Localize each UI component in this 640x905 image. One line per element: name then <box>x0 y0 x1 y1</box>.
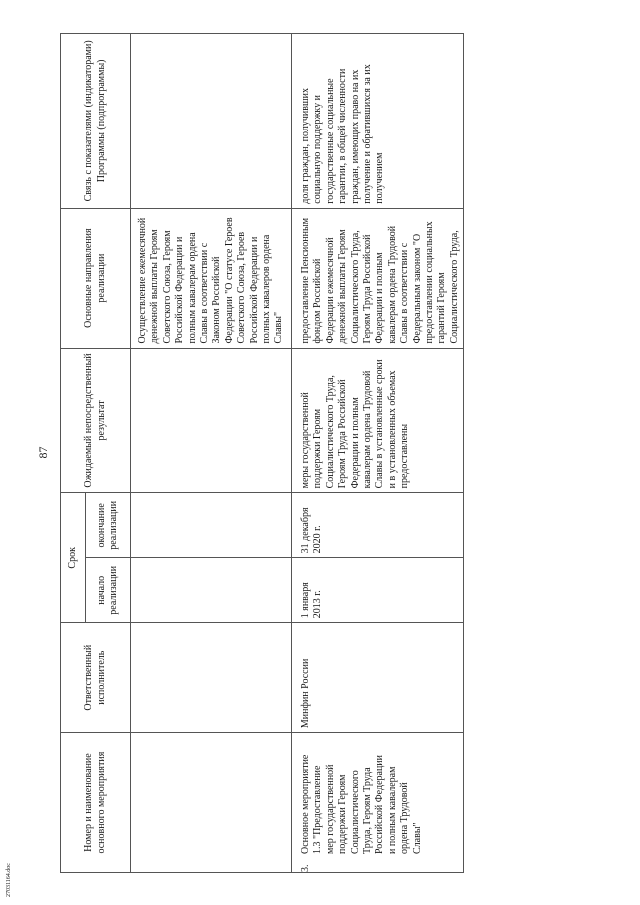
prev-cell-links <box>131 34 292 209</box>
prev-cell-result <box>131 348 292 493</box>
cell-start: 1 января 2013 г. <box>292 558 464 623</box>
header-result: Ожидаемый непосредственный результат <box>61 348 131 493</box>
cell-links: доля граждан, получивших социальную поддержку и государственные социальные гарантии, в общей численности граждан, имеющих право на их получение и обратившихся за их получением <box>292 34 464 209</box>
table-row <box>292 34 464 873</box>
header-links: Связь с показателями (индикаторами) Программы (подпрограммы) <box>61 34 131 209</box>
header-end: окончание реализации <box>86 493 131 558</box>
cell-directions: предоставление Пенсионным фондом Российской Федерации ежемесячной денежной выплаты Героям Социалистического Труда, Героям Труда Российской Федерации и полным кавалерам ордена Трудовой Славы в соответствии с Федеральным законом "О предоставлении социальных гарантий Героям Социалистического Труда, <box>292 208 464 348</box>
prev-cell-directions: Осуществление ежемесячной денежной выплаты Героям Советского Союза, Героям Российской Федерации и полным кавалерам ордена Славы в соответствии с Законом Российской Федерации "О статусе Героев Советского Союза, Героев Российской Федерации и полных кавалеров ордена Славы" <box>131 208 292 348</box>
prev-cell-end <box>131 493 292 558</box>
footer-doc-code: 27031164.doc <box>6 863 12 897</box>
prev-cell-executor <box>131 623 292 733</box>
row-number: 3. <box>300 864 311 872</box>
cell-end: 31 декабря 2020 г. <box>292 493 464 558</box>
cell-result: меры государственной поддержки Героям Социалистического Труда, Героям Труда Российской Федерации и полным кавалерам ордена Трудовой Славы в установленные сроки и в установленных объемах предоставлены <box>292 348 464 493</box>
header-term: Срок <box>61 493 86 623</box>
header-start: начало реализации <box>86 558 131 623</box>
row-name: Основное мероприятие 1.3 "Предоставление мер государственной поддержки Героям Социалистического Труда, Героям Труда Российской Федерации и полным кавалерам ордена Трудовой Славы" <box>300 754 423 854</box>
header-directions: Основные направления реализации <box>61 208 131 348</box>
prev-cell-start <box>131 558 292 623</box>
prev-cell-name <box>131 733 292 873</box>
program-table <box>60 33 464 873</box>
page-number: 87 <box>36 446 50 459</box>
cell-num-name <box>292 733 464 873</box>
header-executor: Ответственный исполнитель <box>61 623 131 733</box>
cell-executor: Минфин России <box>292 623 464 733</box>
continued-row <box>131 34 292 873</box>
header-num-name: Номер и наименование основного мероприятия <box>61 733 131 873</box>
